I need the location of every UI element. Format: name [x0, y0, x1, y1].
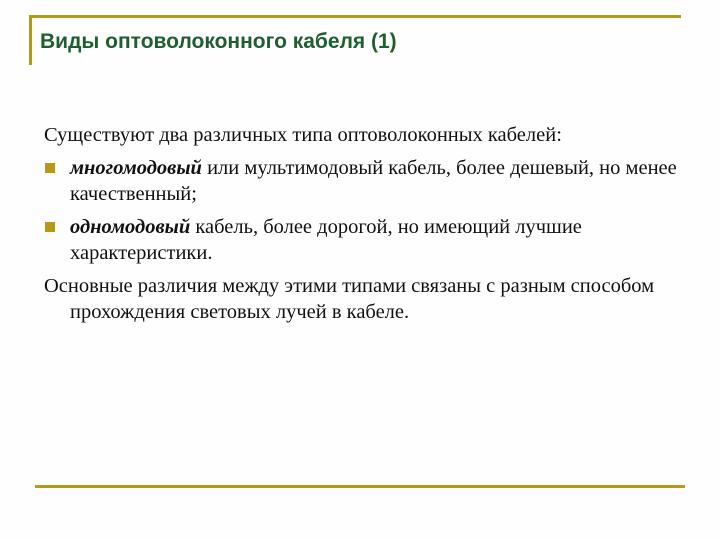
bottom-divider [35, 485, 685, 488]
bullet-term: одномодовый [70, 216, 191, 238]
slide-title: Виды оптоволоконного кабеля (1) [40, 30, 397, 53]
conclusion-paragraph: Основные различия между этими типами связаны с разным способом прохождения световых лучей в кабеле. [44, 275, 655, 323]
bullet-term: многомодовый [70, 157, 202, 179]
intro-paragraph: Существуют два различных типа оптоволоконных кабелей: [44, 124, 562, 146]
square-bullet-icon [45, 222, 55, 232]
bullet-item [44, 155, 684, 207]
bullet-text: или мультимодовый кабель, более дешевый, но менее качественный; [70, 157, 677, 205]
top-divider [29, 15, 681, 18]
bullet-text: кабель, более дорогой, но имеющий лучшие характеристики. [70, 216, 582, 264]
slide-body [44, 122, 684, 332]
square-bullet-icon [45, 163, 55, 173]
left-divider [29, 15, 32, 65]
bullet-item [44, 214, 684, 266]
